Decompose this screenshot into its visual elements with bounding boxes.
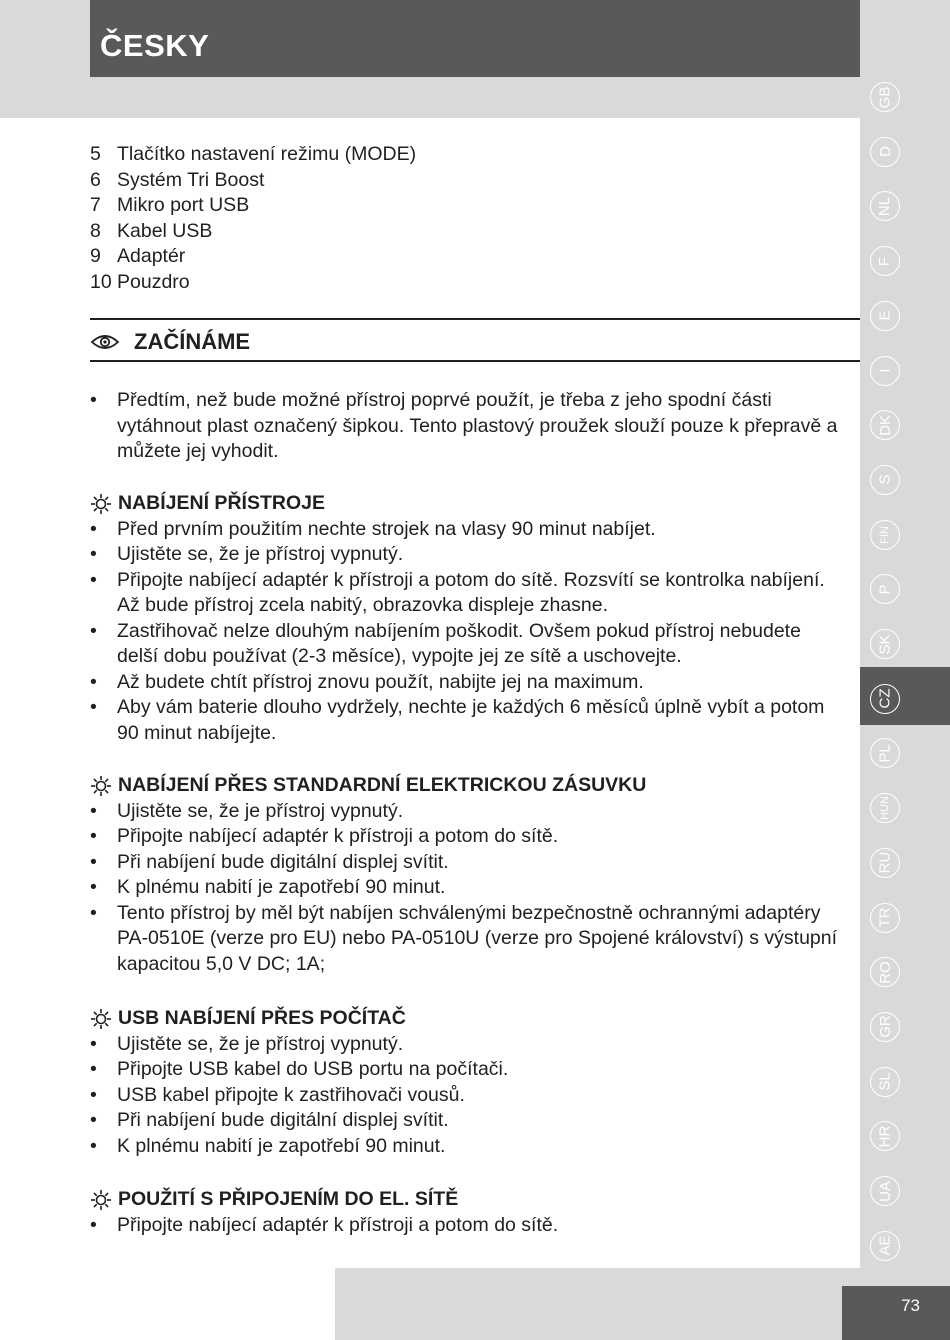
language-tab-label: DK [876, 414, 894, 436]
parts-list-item [90, 244, 416, 270]
intro-block [90, 388, 840, 465]
language-tab-i[interactable] [870, 356, 900, 386]
language-tab-gb[interactable] [870, 82, 900, 112]
language-tab-d[interactable] [870, 137, 900, 167]
language-tab-label: E [876, 310, 894, 321]
subsection-heading [90, 1187, 840, 1213]
bullet-item: • Ujistěte se, že je přístroj vypnutý. [90, 1032, 840, 1058]
language-tab-cz[interactable] [870, 684, 900, 714]
language-tab-ae[interactable] [870, 1231, 900, 1261]
bullet-item: • Ujistěte se, že je přístroj vypnutý. [90, 799, 840, 825]
language-tab-label: D [876, 146, 894, 158]
parts-list-item [90, 219, 416, 245]
bullet-list [90, 1032, 840, 1160]
subsection-heading [90, 773, 840, 799]
bullet-item: • K plnému nabití je zapotřebí 90 minut. [90, 1134, 840, 1160]
language-tab-label: PL [876, 744, 894, 763]
language-tab-label: CZ [876, 688, 894, 709]
section-heading-text: ZAČÍNÁME [134, 329, 251, 354]
section-block [90, 1006, 840, 1159]
part-number: 5 [90, 143, 101, 165]
language-tab-e[interactable] [870, 301, 900, 331]
language-tab-dk[interactable] [870, 410, 900, 440]
language-tab-hun[interactable] [870, 793, 900, 823]
bullet-item: • K plnému nabití je zapotřebí 90 minut. [90, 875, 840, 901]
bullet-item: • Připojte nabíjecí adaptér k přístroji a potom do sítě. [90, 1213, 840, 1239]
language-tab-label: AE [876, 1235, 894, 1256]
intro-bullets [90, 388, 840, 465]
language-tab-ua[interactable] [870, 1176, 900, 1206]
language-tab-label: SK [876, 633, 894, 655]
parts-list-item [90, 193, 416, 219]
bullet-item: • Před prvním použitím nechte strojek na vlasy 90 minut nabíjet. [90, 517, 840, 543]
section-block [90, 1187, 840, 1238]
language-tab-gr[interactable] [870, 1012, 900, 1042]
parts-list [90, 142, 416, 295]
language-tab-label: F [876, 256, 894, 266]
section-heading [90, 329, 250, 355]
page-number-box [842, 1286, 950, 1340]
section-block [90, 773, 840, 977]
language-tab-sk[interactable] [870, 629, 900, 659]
section-rule-top [90, 318, 860, 320]
language-tab-label: TR [876, 907, 894, 928]
subsection-title: NABÍJENÍ PŘES STANDARDNÍ ELEKTRICKOU ZÁSUVKU [118, 774, 647, 796]
language-tab-s[interactable] [870, 465, 900, 495]
language-tab-label: GR [876, 1015, 894, 1039]
bullet-item: • Při nabíjení bude digitální displej svítit. [90, 1108, 840, 1134]
part-label: Tlačítko nastavení režimu (MODE) [117, 143, 417, 165]
bullet-item: • Připojte nabíjecí adaptér k přístroji a potom do sítě. Rozsvítí se kontrolka nabíjení. Až bude přístroj zcela nabitý, obrazovka displeje zhasne. [90, 568, 840, 619]
bullet-item: • Připojte nabíjecí adaptér k přístroji a potom do sítě. [90, 824, 840, 850]
sun-icon [90, 1008, 112, 1030]
parts-list-item [90, 168, 416, 194]
language-tab-ru[interactable] [870, 848, 900, 878]
language-tab-label: HUN [879, 796, 891, 821]
parts-list-item [90, 270, 416, 296]
part-number: 10 [90, 270, 112, 293]
part-label: Kabel USB [117, 219, 213, 242]
language-tab-label: RU [876, 851, 894, 874]
language-tab-label: I [876, 368, 894, 373]
part-label: Adaptér [117, 245, 186, 267]
bullet-item: • Při nabíjení bude digitální displej svítit. [90, 850, 840, 876]
subsection-title: USB NABÍJENÍ PŘES POČÍTAČ [118, 1007, 406, 1029]
language-tab-f[interactable] [870, 246, 900, 276]
language-tab-sl[interactable] [870, 1067, 900, 1097]
language-tab-label: HR [876, 1125, 894, 1148]
bullet-item: • Aby vám baterie dlouho vydržely, nechte je každých 6 měsíců úplně vybít a potom 90 minut nabíjejte. [90, 695, 840, 746]
language-tab-label: GB [876, 86, 894, 108]
sun-icon [90, 493, 112, 515]
bullet-item: • Předtím, než bude možné přístroj poprvé použít, je třeba z jeho spodní části vytáhnout plast označený šipkou. Tento plastový proužek slouží pouze k přepravě a můžete jej vyhodit. [90, 388, 840, 465]
part-label: Mikro port USB [117, 194, 250, 216]
part-number: 7 [90, 194, 101, 216]
subsection-heading [90, 491, 840, 517]
part-number: 8 [90, 219, 101, 242]
parts-list-item [90, 142, 416, 168]
sun-icon [90, 1189, 112, 1211]
language-tab-label: UA [876, 1180, 894, 1202]
bullet-item: • USB kabel připojte k zastřihovači vousů. [90, 1083, 840, 1109]
section-rule-bottom [90, 360, 860, 362]
sun-icon [90, 775, 112, 797]
subsection-heading [90, 1006, 840, 1032]
page-title: ČESKY [100, 28, 210, 63]
page-number: 73 [901, 1296, 920, 1315]
language-tab-label: SL [876, 1072, 894, 1091]
language-tab-label: FIN [878, 525, 891, 544]
section-block [90, 491, 840, 746]
language-tab-ro[interactable] [870, 957, 900, 987]
bullet-item: • Zastřihovač nelze dlouhým nabíjením poškodit. Ovšem pokud přístroj nebudete delší dobu používat (2-3 měsíce), vypojte jej ze sítě a uschovejte. [90, 619, 840, 670]
bullet-list [90, 799, 840, 978]
language-tab-fin[interactable] [870, 520, 900, 550]
language-tab-label: RO [876, 960, 894, 984]
part-number: 9 [90, 245, 101, 267]
eye-icon [90, 333, 120, 351]
language-tab-label: P [876, 584, 894, 595]
bullet-item: • Ujistěte se, že je přístroj vypnutý. [90, 542, 840, 568]
subsection-title: POUŽITÍ S PŘIPOJENÍM DO EL. SÍTĚ [118, 1188, 459, 1210]
language-tab-label: NL [876, 196, 894, 216]
bullet-list [90, 1213, 840, 1239]
bullet-list [90, 517, 840, 747]
language-tab-tr[interactable] [870, 903, 900, 933]
language-tab-label: S [876, 474, 894, 485]
part-label: Pouzdro [117, 270, 190, 293]
part-label: Systém Tri Boost [117, 168, 265, 191]
bullet-item: • Až budete chtít přístroj znovu použít, nabijte jej na maximum. [90, 670, 840, 696]
part-number: 6 [90, 168, 101, 191]
header-bar [90, 0, 860, 77]
bullet-item: • Připojte USB kabel do USB portu na počítači. [90, 1057, 840, 1083]
bullet-item: • Tento přístroj by měl být nabíjen schválenými bezpečnostně ochrannými adaptéry PA-0510E (verze pro EU) nebo PA-0510U (verze pro Spojené království) s výstupní kapacitou 5,0 V DC; 1A; [90, 901, 840, 978]
subsection-title: NABÍJENÍ PŘÍSTROJE [118, 492, 325, 514]
